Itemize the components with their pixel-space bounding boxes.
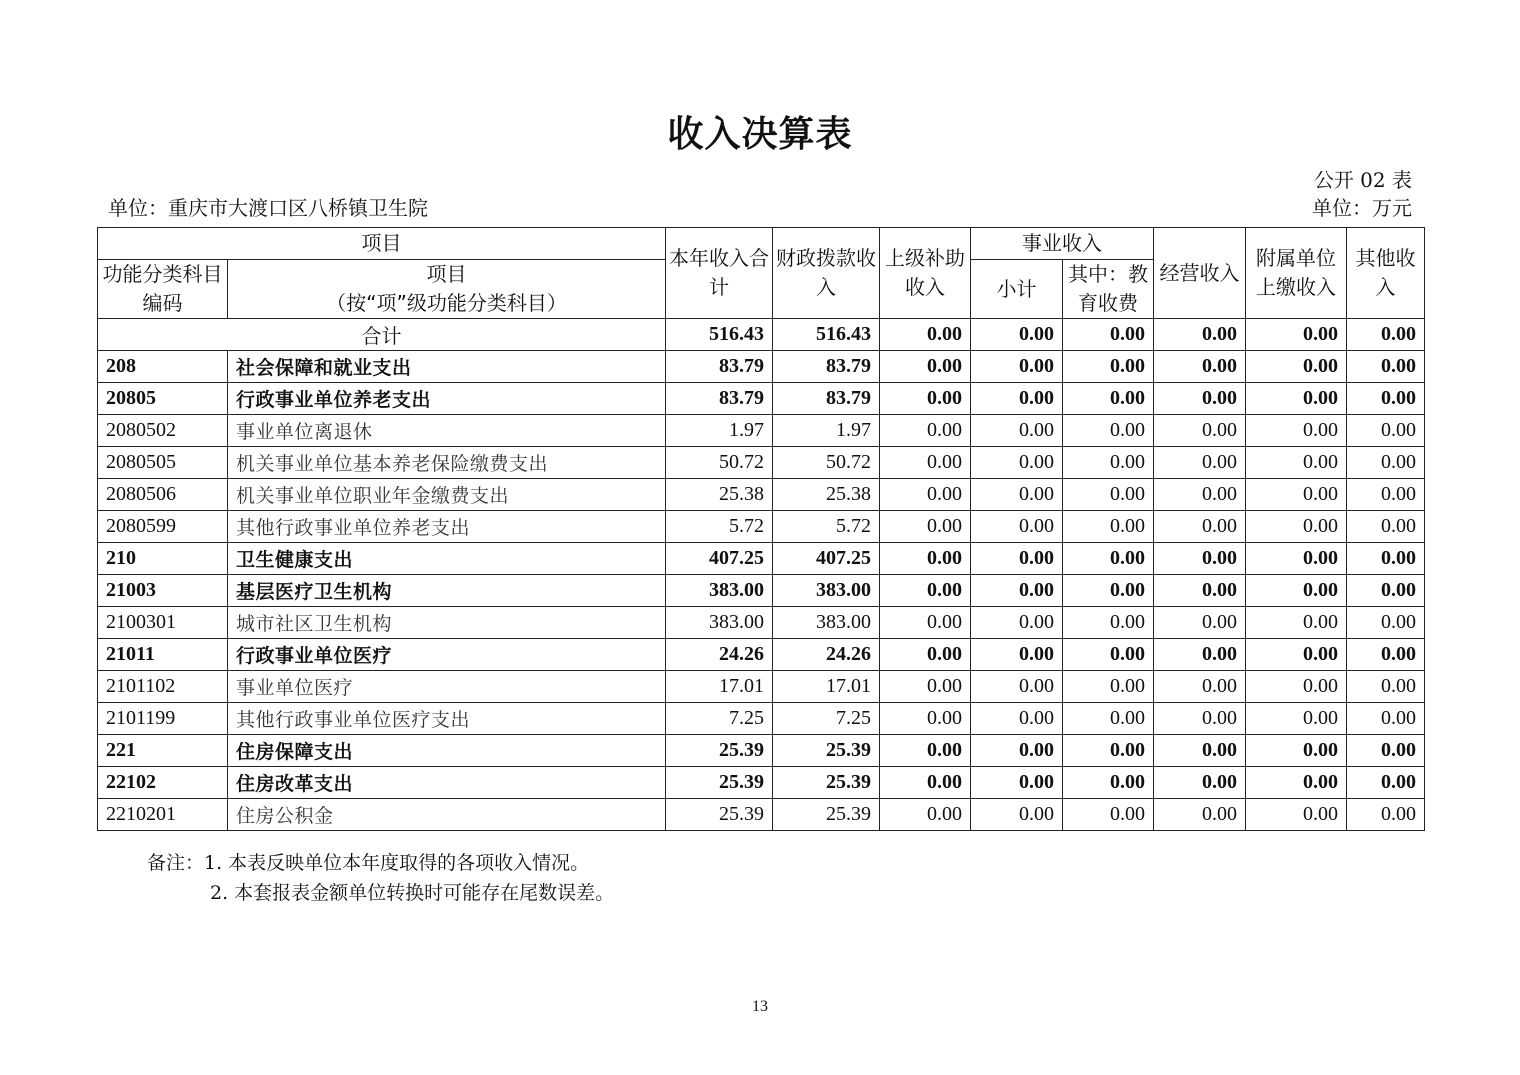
row-value: 25.39 [773, 799, 880, 831]
header-subtotal: 小计 [971, 260, 1063, 319]
row-value: 0.00 [1347, 735, 1425, 767]
table-row [98, 351, 1425, 383]
row-value: 0.00 [1154, 447, 1246, 479]
row-value: 0.00 [1347, 671, 1425, 703]
row-value: 50.72 [773, 447, 880, 479]
reporting-unit: 单位：重庆市大渡口区八桥镇卫生院 [108, 196, 428, 220]
row-value: 0.00 [1347, 511, 1425, 543]
row-value: 0.00 [971, 703, 1063, 735]
row-name: 其他行政事业单位养老支出 [228, 511, 666, 543]
row-value: 0.00 [1347, 767, 1425, 799]
row-value: 0.00 [1063, 447, 1154, 479]
header-item-name-line1: 项目 [426, 262, 467, 286]
row-value: 25.38 [773, 479, 880, 511]
row-value: 0.00 [971, 735, 1063, 767]
income-statement-table [97, 227, 1425, 831]
row-value: 0.00 [880, 703, 971, 735]
total-value: 516.43 [666, 319, 773, 351]
row-value: 0.00 [1154, 575, 1246, 607]
row-value: 0.00 [1347, 639, 1425, 671]
row-value: 0.00 [1063, 767, 1154, 799]
note-line-2: 2. 本套报表金额单位转换时可能存在尾数误差。 [210, 882, 615, 904]
row-value: 0.00 [1154, 383, 1246, 415]
row-value: 0.00 [1347, 575, 1425, 607]
row-value: 0.00 [1246, 703, 1347, 735]
row-name: 社会保障和就业支出 [228, 351, 666, 383]
row-code: 2210201 [98, 799, 228, 831]
row-value: 0.00 [1347, 383, 1425, 415]
row-value: 0.00 [1154, 351, 1246, 383]
header-fiscal-appropriation: 财政拨款收入 [773, 228, 880, 319]
table-header [98, 228, 1425, 319]
row-value: 0.00 [1154, 767, 1246, 799]
row-name: 住房保障支出 [228, 735, 666, 767]
row-name: 其他行政事业单位医疗支出 [228, 703, 666, 735]
row-value: 0.00 [971, 767, 1063, 799]
row-value: 0.00 [1063, 575, 1154, 607]
row-value: 25.38 [666, 479, 773, 511]
row-value: 407.25 [773, 543, 880, 575]
row-code: 2101102 [98, 671, 228, 703]
row-value: 0.00 [880, 447, 971, 479]
row-value: 0.00 [1246, 735, 1347, 767]
row-value: 17.01 [773, 671, 880, 703]
page-number: 13 [752, 998, 768, 1015]
row-value: 0.00 [880, 543, 971, 575]
row-value: 0.00 [1347, 479, 1425, 511]
row-value: 83.79 [773, 383, 880, 415]
row-value: 383.00 [666, 607, 773, 639]
row-value: 0.00 [971, 639, 1063, 671]
row-value: 0.00 [971, 447, 1063, 479]
row-name: 住房公积金 [228, 799, 666, 831]
row-value: 25.39 [773, 735, 880, 767]
table-row [98, 799, 1425, 831]
row-value: 0.00 [880, 351, 971, 383]
row-name: 机关事业单位职业年金缴费支出 [228, 479, 666, 511]
row-value: 0.00 [1246, 575, 1347, 607]
header-item-group: 项目 [98, 228, 666, 260]
row-name: 城市社区卫生机构 [228, 607, 666, 639]
row-value: 1.97 [666, 415, 773, 447]
header-operating-income: 经营收入 [1154, 228, 1246, 319]
table-body [98, 319, 1425, 831]
row-value: 0.00 [880, 479, 971, 511]
row-value: 24.26 [773, 639, 880, 671]
table-row [98, 415, 1425, 447]
row-code: 210 [98, 543, 228, 575]
row-value: 0.00 [1347, 703, 1425, 735]
row-code: 208 [98, 351, 228, 383]
row-value: 0.00 [880, 511, 971, 543]
row-code: 21011 [98, 639, 228, 671]
row-value: 383.00 [773, 575, 880, 607]
row-name: 基层医疗卫生机构 [228, 575, 666, 607]
header-total-income: 本年收入合计 [666, 228, 773, 319]
row-code: 2080505 [98, 447, 228, 479]
row-value: 25.39 [666, 767, 773, 799]
total-value: 0.00 [971, 319, 1063, 351]
row-value: 5.72 [666, 511, 773, 543]
header-item-name-line2: （按“项”级功能分类科目） [326, 291, 567, 315]
total-label: 合计 [98, 319, 666, 351]
row-value: 0.00 [1246, 639, 1347, 671]
header-other-income: 其他收入 [1347, 228, 1425, 319]
row-value: 1.97 [773, 415, 880, 447]
row-name: 事业单位医疗 [228, 671, 666, 703]
form-number: 公开 02 表 [1313, 168, 1412, 192]
row-code: 2080506 [98, 479, 228, 511]
row-value: 0.00 [880, 383, 971, 415]
header-superior-subsidy: 上级补助收入 [880, 228, 971, 319]
table-row [98, 703, 1425, 735]
row-value: 0.00 [1063, 543, 1154, 575]
row-value: 0.00 [1347, 447, 1425, 479]
page-title: 收入决算表 [667, 114, 853, 155]
row-value: 0.00 [1246, 671, 1347, 703]
row-value: 25.39 [773, 767, 880, 799]
header-affiliated-income: 附属单位上缴收入 [1246, 228, 1347, 319]
row-value: 0.00 [1154, 543, 1246, 575]
row-value: 0.00 [971, 415, 1063, 447]
table-row [98, 479, 1425, 511]
table-row [98, 575, 1425, 607]
row-code: 221 [98, 735, 228, 767]
row-value: 0.00 [1246, 799, 1347, 831]
row-value: 17.01 [666, 671, 773, 703]
row-value: 0.00 [1347, 607, 1425, 639]
row-value: 0.00 [1154, 607, 1246, 639]
row-name: 机关事业单位基本养老保险缴费支出 [228, 447, 666, 479]
row-name: 卫生健康支出 [228, 543, 666, 575]
row-value: 0.00 [1246, 383, 1347, 415]
row-value: 7.25 [773, 703, 880, 735]
row-value: 407.25 [666, 543, 773, 575]
row-value: 0.00 [971, 799, 1063, 831]
row-code: 21003 [98, 575, 228, 607]
row-name: 住房改革支出 [228, 767, 666, 799]
row-code: 20805 [98, 383, 228, 415]
row-value: 0.00 [1154, 703, 1246, 735]
row-value: 0.00 [1063, 799, 1154, 831]
row-value: 0.00 [971, 479, 1063, 511]
row-value: 0.00 [1246, 447, 1347, 479]
table-row [98, 511, 1425, 543]
header-business-income-group: 事业收入 [971, 228, 1154, 260]
row-value: 25.39 [666, 735, 773, 767]
row-code: 2080502 [98, 415, 228, 447]
total-value: 0.00 [1154, 319, 1246, 351]
table-row [98, 671, 1425, 703]
row-value: 0.00 [971, 511, 1063, 543]
row-value: 0.00 [1063, 671, 1154, 703]
row-value: 0.00 [1063, 639, 1154, 671]
row-value: 24.26 [666, 639, 773, 671]
total-row [98, 319, 1425, 351]
row-value: 0.00 [971, 671, 1063, 703]
row-value: 383.00 [666, 575, 773, 607]
row-value: 83.79 [666, 351, 773, 383]
row-value: 0.00 [971, 543, 1063, 575]
row-value: 0.00 [1347, 543, 1425, 575]
row-code: 2080599 [98, 511, 228, 543]
row-value: 0.00 [1154, 479, 1246, 511]
row-value: 0.00 [971, 607, 1063, 639]
row-value: 0.00 [1063, 479, 1154, 511]
row-value: 0.00 [1347, 799, 1425, 831]
total-value: 0.00 [1063, 319, 1154, 351]
row-value: 0.00 [880, 607, 971, 639]
row-value: 0.00 [1154, 511, 1246, 543]
notes [147, 848, 614, 908]
row-value: 0.00 [1063, 735, 1154, 767]
row-code: 2101199 [98, 703, 228, 735]
row-name: 行政事业单位养老支出 [228, 383, 666, 415]
total-value: 0.00 [1347, 319, 1425, 351]
row-value: 0.00 [1154, 735, 1246, 767]
row-value: 0.00 [1246, 607, 1347, 639]
total-value: 0.00 [880, 319, 971, 351]
row-value: 0.00 [880, 767, 971, 799]
row-value: 0.00 [1063, 607, 1154, 639]
row-value: 0.00 [1154, 415, 1246, 447]
row-value: 0.00 [1063, 511, 1154, 543]
header-code: 功能分类科目编码 [98, 260, 228, 319]
row-value: 0.00 [1063, 703, 1154, 735]
row-value: 0.00 [1154, 671, 1246, 703]
row-value: 0.00 [1347, 415, 1425, 447]
table-row [98, 383, 1425, 415]
row-value: 0.00 [1246, 351, 1347, 383]
row-value: 0.00 [971, 351, 1063, 383]
row-value: 0.00 [1063, 383, 1154, 415]
row-value: 0.00 [880, 799, 971, 831]
row-name: 行政事业单位医疗 [228, 639, 666, 671]
row-value: 0.00 [1246, 543, 1347, 575]
row-value: 0.00 [1246, 479, 1347, 511]
row-value: 0.00 [1063, 351, 1154, 383]
row-value: 0.00 [1246, 415, 1347, 447]
currency-unit: 单位：万元 [1312, 196, 1412, 220]
table-row [98, 447, 1425, 479]
row-value: 0.00 [1246, 511, 1347, 543]
table-row [98, 607, 1425, 639]
row-code: 2100301 [98, 607, 228, 639]
row-value: 0.00 [1347, 351, 1425, 383]
header-item-name [228, 260, 666, 319]
total-value: 0.00 [1246, 319, 1347, 351]
note-line-1: 备注：1. 本表反映单位本年度取得的各项收入情况。 [147, 852, 590, 874]
header-education-fee: 其中：教育收费 [1063, 260, 1154, 319]
row-value: 0.00 [1246, 767, 1347, 799]
row-value: 0.00 [880, 735, 971, 767]
row-value: 0.00 [1154, 639, 1246, 671]
table-row [98, 735, 1425, 767]
row-value: 25.39 [666, 799, 773, 831]
row-value: 7.25 [666, 703, 773, 735]
row-value: 0.00 [1154, 799, 1246, 831]
row-value: 0.00 [880, 671, 971, 703]
row-value: 0.00 [880, 415, 971, 447]
row-value: 0.00 [880, 575, 971, 607]
row-value: 383.00 [773, 607, 880, 639]
row-value: 0.00 [971, 575, 1063, 607]
row-value: 83.79 [773, 351, 880, 383]
row-code: 22102 [98, 767, 228, 799]
row-value: 0.00 [971, 383, 1063, 415]
row-value: 5.72 [773, 511, 880, 543]
table-row [98, 767, 1425, 799]
row-value: 0.00 [880, 639, 971, 671]
row-name: 事业单位离退休 [228, 415, 666, 447]
row-value: 50.72 [666, 447, 773, 479]
row-value: 0.00 [1063, 415, 1154, 447]
table-row [98, 639, 1425, 671]
total-value: 516.43 [773, 319, 880, 351]
row-value: 83.79 [666, 383, 773, 415]
table-row [98, 543, 1425, 575]
